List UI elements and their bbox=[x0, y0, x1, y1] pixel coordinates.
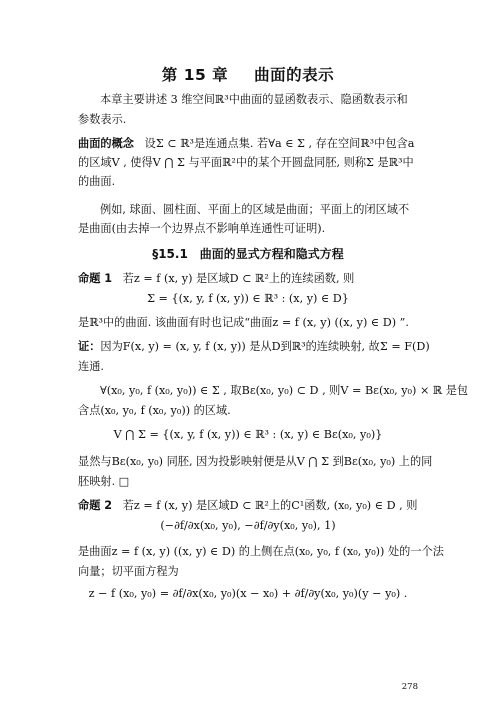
concept-line-1 bbox=[78, 135, 418, 153]
prop1-line-1 bbox=[78, 270, 418, 288]
prop2-line-3: 向量；切平面方程为 bbox=[78, 565, 179, 578]
prop2-text-1: 若z = f (x, y) 是区域D ⊂ ℝ²上的C¹函数, (x₀, y₀) ∈ D , 则 bbox=[122, 499, 418, 512]
proof-line-2: 连通. bbox=[78, 360, 104, 373]
intro-line-2: 参数表示. bbox=[78, 113, 127, 126]
example-line-2: 是曲面(由去掉一个边界点不影响单连通性可证明). bbox=[78, 222, 326, 235]
prop2-formula-2: z − f (x₀, y₀) = ∂f/∂x(x₀, y₀)(x − x₀) + ∂f/∂y(x₀, y₀)(y − y₀) . bbox=[88, 587, 408, 600]
concept-label: 曲面的概念 bbox=[78, 137, 134, 150]
proof-text-1: 因为F(x, y) = (x, y, f (x, y)) 是从D到ℝ³的连续映射, 故Σ = F(D) bbox=[100, 340, 430, 353]
concept-line-2: 的区域V , 使得V ⋂ Σ 与平面ℝ²中的某个开圆盘同胚, 则称Σ 是ℝ³中 bbox=[78, 156, 414, 169]
prop2-line-2: 是曲面z = f (x, y) ((x, y) ∈ D) 的上侧在点(x₀, y₀, f (x₀, y₀)) 处的一个法 bbox=[78, 545, 444, 558]
chapter-title: 曲面的表示 bbox=[254, 66, 335, 84]
proof-label: 证： bbox=[78, 340, 101, 353]
proof-line-5: 显然与Bε(x₀, y₀) 同胚, 因为投影映射便是从V ⋂ Σ 到Bε(x₀, y₀) 上的同 bbox=[78, 455, 433, 468]
prop2-formula: (−∂f/∂x(x₀, y₀), −∂f/∂y(x₀, y₀), 1) bbox=[160, 519, 336, 532]
proof-line-4: 含点(x₀, y₀, f (x₀, y₀)) 的区域. bbox=[78, 404, 231, 417]
chapter-number: 第 15 章 bbox=[161, 66, 229, 84]
prop2-label: 命题 2 bbox=[78, 499, 113, 512]
prop1-text-1: 若z = f (x, y) 是区域D ⊂ ℝ²上的连续函数, 则 bbox=[122, 272, 355, 285]
concept-line-3: 的曲面. bbox=[78, 175, 116, 188]
proof-formula: V ⋂ Σ = {(x, y, f (x, y)) ∈ ℝ³ : (x, y) ∈ Bε(x₀, y₀)} bbox=[113, 428, 383, 441]
section-heading: §15.1 曲面的显式方程和隐式方程 bbox=[152, 247, 344, 261]
intro-line-1: 本章主要讲述 3 维空间ℝ³中曲面的显函数表示、隐函数表示和 bbox=[100, 93, 408, 106]
prop2-line-1 bbox=[78, 497, 418, 515]
proof-line-6: 胚映射. □ bbox=[78, 475, 130, 488]
proof-line-1 bbox=[78, 338, 430, 356]
concept-text-1: 设Σ ⊂ ℝ³是连通点集. 若∀a ∈ Σ , 存在空间ℝ³中包含a bbox=[144, 137, 415, 150]
prop1-label: 命题 1 bbox=[78, 272, 113, 285]
chapter-heading bbox=[78, 63, 418, 85]
proof-line-3: ∀(x₀, y₀, f (x₀, y₀)) ∈ Σ , 取Bε(x₀, y₀) ⊂ D , 则V = Bε(x₀, y₀) × ℝ 是包 bbox=[100, 384, 469, 397]
prop1-line-2: 是ℝ³中的曲面. 该曲面有时也记成“曲面z = f (x, y) ((x, y) ∈ D) ”. bbox=[78, 316, 409, 329]
example-line-1: 例如, 球面、圆柱面、平面上的区域是曲面；平面上的闭区域不 bbox=[100, 203, 410, 216]
page-number: 278 bbox=[401, 682, 418, 692]
prop1-formula: Σ = {(x, y, f (x, y)) ∈ ℝ³ : (x, y) ∈ D} bbox=[147, 292, 349, 305]
